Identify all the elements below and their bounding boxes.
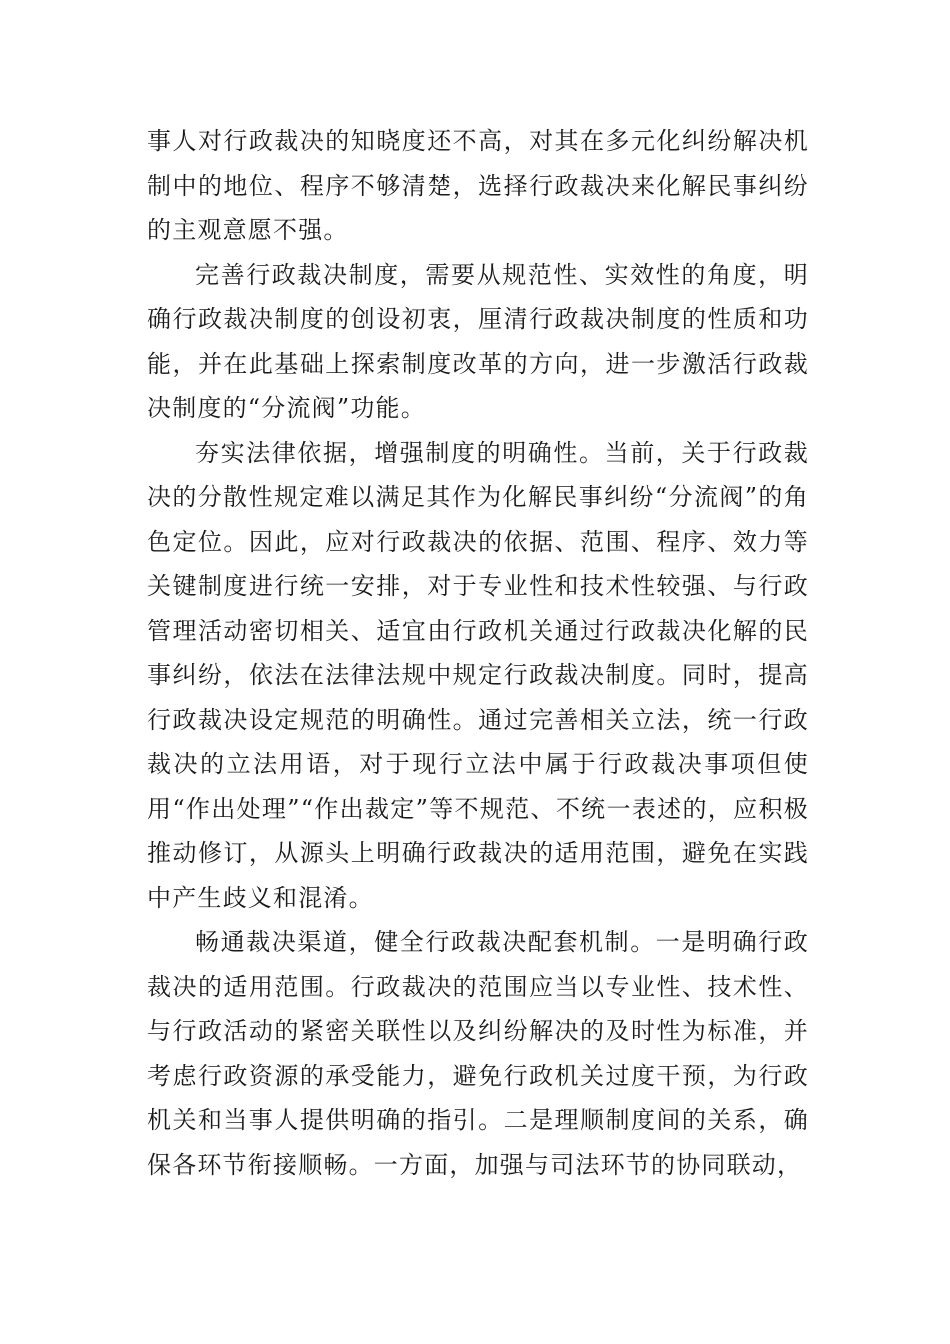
paragraph-continuation: 事人对行政裁决的知晓度还不高，对其在多元化纠纷解决机制中的地位、程序不够清楚，选择行政裁决来化解民事纠纷的主观意愿不强。: [147, 127, 809, 244]
paragraph-legal-basis: 夯实法律依据，增强制度的明确性。当前，关于行政裁决的分散性规定难以满足其作为化解民事纠纷“分流阀”的角色定位。因此，应对行政裁决的依据、范围、程序、效力等关键制度进行统一安排，对于专业性和技术性较强、与行政管理活动密切相关、适宜由行政机关通过行政裁决化解的民事纠纷，依法在法律法规中规定行政裁决制度。同时，提高行政裁决设定规范的明确性。通过完善相关立法，统一行政裁决的立法用语，对于现行立法中属于行政裁决事项但使用“作出处理”“作出裁定”等不规范、不统一表述的，应积极推动修订，从源头上明确行政裁决的适用范围，避免在实践中产生歧义和混淆。: [147, 438, 809, 912]
document-body: [147, 119, 809, 1187]
paragraph-improve-system: 完善行政裁决制度，需要从规范性、实效性的角度，明确行政裁决制度的创设初衷，厘清行政裁决制度的性质和功能，并在此基础上探索制度改革的方向，进一步激活行政裁决制度的“分流阀”功能。: [147, 260, 809, 422]
paragraph-smooth-channels: 畅通裁决渠道，健全行政裁决配套机制。一是明确行政裁决的适用范围。行政裁决的范围应当以专业性、技术性、与行政活动的紧密关联性以及纠纷解决的及时性为标准，并考虑行政资源的承受能力，避免行政机关过度干预，为行政机关和当事人提供明确的指引。二是理顺制度间的关系，确保各环节衔接顺畅。一方面，加强与司法环节的协同联动，: [147, 928, 809, 1179]
